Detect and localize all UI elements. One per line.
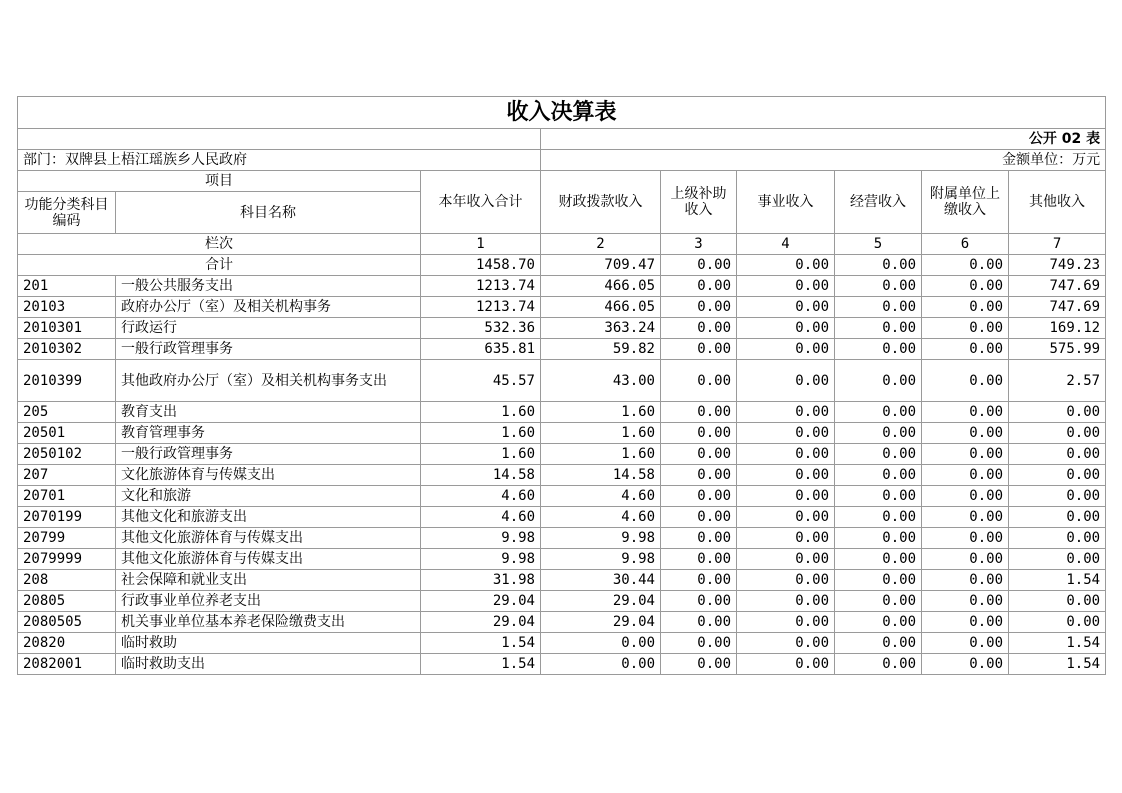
amount-cell: 0.00 [737, 570, 835, 591]
subject-name-cell: 文化和旅游 [116, 486, 421, 507]
column-index-number: 6 [922, 234, 1009, 255]
subject-name-cell: 临时救助支出 [116, 654, 421, 675]
subject-name-cell: 一般行政管理事务 [116, 444, 421, 465]
function-code-cell: 20501 [18, 423, 116, 444]
amount-cell: 0.00 [661, 339, 737, 360]
affiliated-unit-header: 附属单位上缴收入 [922, 171, 1009, 234]
table-row [18, 591, 1106, 612]
amount-cell: 0.00 [661, 549, 737, 570]
amount-cell: 0.00 [1009, 549, 1106, 570]
total-income-header: 本年收入合计 [421, 171, 541, 234]
amount-cell: 0.00 [835, 549, 922, 570]
function-code-cell: 201 [18, 276, 116, 297]
amount-cell: 0.00 [737, 360, 835, 402]
table-row [18, 507, 1106, 528]
amount-cell: 0.00 [922, 507, 1009, 528]
function-code-cell: 2082001 [18, 654, 116, 675]
subject-name-cell: 文化旅游体育与传媒支出 [116, 465, 421, 486]
subject-name-cell: 其他文化旅游体育与传媒支出 [116, 549, 421, 570]
amount-cell: 29.04 [541, 591, 661, 612]
function-code-cell: 205 [18, 402, 116, 423]
amount-cell: 0.00 [922, 486, 1009, 507]
amount-cell: 0.00 [1009, 591, 1106, 612]
amount-cell: 0.00 [922, 297, 1009, 318]
amount-cell: 0.00 [1009, 402, 1106, 423]
superior-subsidy-header: 上级补助收入 [661, 171, 737, 234]
unit-label: 金额单位：万元 [541, 150, 1106, 171]
amount-cell: 0.00 [922, 339, 1009, 360]
amount-cell: 0.00 [1009, 507, 1106, 528]
amount-cell: 0.00 [661, 654, 737, 675]
amount-cell: 0.00 [835, 360, 922, 402]
function-code-cell: 2010301 [18, 318, 116, 339]
amount-cell: 0.00 [737, 654, 835, 675]
amount-cell: 0.00 [922, 528, 1009, 549]
amount-cell: 9.98 [421, 549, 541, 570]
amount-cell: 0.00 [835, 612, 922, 633]
subject-name-header: 科目名称 [116, 192, 421, 234]
function-code-cell: 2050102 [18, 444, 116, 465]
amount-cell: 0.00 [737, 507, 835, 528]
amount-cell: 0.00 [835, 444, 922, 465]
subject-name-cell: 行政运行 [116, 318, 421, 339]
amount-cell: 0.00 [835, 486, 922, 507]
amount-cell: 1.60 [421, 444, 541, 465]
amount-cell: 0.00 [922, 360, 1009, 402]
amount-cell: 0.00 [835, 633, 922, 654]
total-value-cell: 0.00 [835, 255, 922, 276]
amount-cell: 0.00 [737, 528, 835, 549]
amount-cell: 9.98 [421, 528, 541, 549]
amount-cell: 0.00 [661, 297, 737, 318]
amount-cell: 0.00 [737, 423, 835, 444]
amount-cell: 31.98 [421, 570, 541, 591]
other-income-header: 其他收入 [1009, 171, 1106, 234]
amount-cell: 0.00 [922, 318, 1009, 339]
table-row [18, 549, 1106, 570]
amount-cell: 29.04 [541, 612, 661, 633]
table-row [18, 339, 1106, 360]
amount-cell: 1.54 [1009, 570, 1106, 591]
amount-cell: 0.00 [661, 402, 737, 423]
amount-cell: 0.00 [541, 654, 661, 675]
function-code-cell: 207 [18, 465, 116, 486]
amount-cell: 0.00 [737, 591, 835, 612]
subject-name-cell: 一般公共服务支出 [116, 276, 421, 297]
function-code-cell: 20103 [18, 297, 116, 318]
income-final-accounts-table [17, 96, 1106, 675]
column-index-number: 3 [661, 234, 737, 255]
total-value-cell: 1458.70 [421, 255, 541, 276]
amount-cell: 0.00 [661, 591, 737, 612]
amount-cell: 0.00 [835, 528, 922, 549]
amount-cell: 0.00 [922, 444, 1009, 465]
amount-cell: 0.00 [737, 276, 835, 297]
amount-cell: 0.00 [835, 570, 922, 591]
amount-cell: 0.00 [835, 465, 922, 486]
amount-cell: 0.00 [661, 360, 737, 402]
table-row [18, 423, 1106, 444]
subject-name-cell: 社会保障和就业支出 [116, 570, 421, 591]
amount-cell: 0.00 [922, 633, 1009, 654]
function-code-cell: 2080505 [18, 612, 116, 633]
function-code-cell: 2010399 [18, 360, 116, 402]
table-row [18, 276, 1106, 297]
function-code-cell: 2010302 [18, 339, 116, 360]
amount-cell: 1.54 [1009, 654, 1106, 675]
amount-cell: 0.00 [922, 549, 1009, 570]
total-value-cell: 0.00 [661, 255, 737, 276]
amount-cell: 0.00 [737, 633, 835, 654]
amount-cell: 4.60 [421, 486, 541, 507]
amount-cell: 0.00 [1009, 528, 1106, 549]
table-row [18, 528, 1106, 549]
table-row [18, 570, 1106, 591]
business-income-header: 事业收入 [737, 171, 835, 234]
amount-cell: 4.60 [541, 486, 661, 507]
amount-cell: 0.00 [922, 402, 1009, 423]
amount-cell: 0.00 [835, 318, 922, 339]
amount-cell: 9.98 [541, 528, 661, 549]
amount-cell: 1.54 [1009, 633, 1106, 654]
amount-cell: 0.00 [737, 486, 835, 507]
subject-name-cell: 机关事业单位基本养老保险缴费支出 [116, 612, 421, 633]
item-group-header: 项目 [18, 171, 421, 192]
column-index-number: 4 [737, 234, 835, 255]
amount-cell: 0.00 [835, 591, 922, 612]
amount-cell: 14.58 [541, 465, 661, 486]
amount-cell: 466.05 [541, 297, 661, 318]
amount-cell: 9.98 [541, 549, 661, 570]
amount-cell: 0.00 [737, 402, 835, 423]
amount-cell: 0.00 [922, 276, 1009, 297]
amount-cell: 0.00 [661, 507, 737, 528]
form-code: 公开 02 表 [541, 129, 1106, 150]
amount-cell: 0.00 [737, 297, 835, 318]
amount-cell: 4.60 [541, 507, 661, 528]
function-code-header: 功能分类科目编码 [18, 192, 116, 234]
function-code-cell: 20805 [18, 591, 116, 612]
amount-cell: 1.60 [541, 423, 661, 444]
amount-cell: 1.60 [421, 402, 541, 423]
amount-cell: 1.60 [421, 423, 541, 444]
table-row [18, 360, 1106, 402]
total-value-cell: 709.47 [541, 255, 661, 276]
subject-name-cell: 其他政府办公厅（室）及相关机构事务支出 [116, 360, 421, 402]
amount-cell: 0.00 [541, 633, 661, 654]
amount-cell: 0.00 [835, 654, 922, 675]
table-row [18, 633, 1106, 654]
amount-cell: 0.00 [661, 423, 737, 444]
amount-cell: 0.00 [835, 507, 922, 528]
function-code-cell: 20701 [18, 486, 116, 507]
column-index-number: 1 [421, 234, 541, 255]
amount-cell: 43.00 [541, 360, 661, 402]
column-index-number: 2 [541, 234, 661, 255]
amount-cell: 169.12 [1009, 318, 1106, 339]
amount-cell: 1.60 [541, 444, 661, 465]
amount-cell: 635.81 [421, 339, 541, 360]
finance-allocation-header: 财政拨款收入 [541, 171, 661, 234]
amount-cell: 1213.74 [421, 276, 541, 297]
function-code-cell: 2079999 [18, 549, 116, 570]
amount-cell: 1.54 [421, 654, 541, 675]
amount-cell: 0.00 [661, 318, 737, 339]
amount-cell: 0.00 [661, 633, 737, 654]
amount-cell: 747.69 [1009, 276, 1106, 297]
amount-cell: 0.00 [737, 612, 835, 633]
amount-cell: 0.00 [922, 591, 1009, 612]
amount-cell: 0.00 [661, 486, 737, 507]
total-value-cell: 0.00 [737, 255, 835, 276]
amount-cell: 0.00 [922, 612, 1009, 633]
operating-income-header: 经营收入 [835, 171, 922, 234]
amount-cell: 0.00 [737, 444, 835, 465]
subject-name-cell: 教育管理事务 [116, 423, 421, 444]
amount-cell: 0.00 [737, 465, 835, 486]
amount-cell: 4.60 [421, 507, 541, 528]
subject-name-cell: 政府办公厅（室）及相关机构事务 [116, 297, 421, 318]
amount-cell: 0.00 [737, 549, 835, 570]
amount-cell: 1.54 [421, 633, 541, 654]
amount-cell: 0.00 [835, 402, 922, 423]
amount-cell: 0.00 [835, 339, 922, 360]
amount-cell: 575.99 [1009, 339, 1106, 360]
subject-name-cell: 其他文化旅游体育与传媒支出 [116, 528, 421, 549]
table-title: 收入决算表 [18, 97, 1106, 129]
table-row [18, 444, 1106, 465]
amount-cell: 29.04 [421, 591, 541, 612]
amount-cell: 0.00 [922, 465, 1009, 486]
subject-name-cell: 行政事业单位养老支出 [116, 591, 421, 612]
total-value-cell: 0.00 [922, 255, 1009, 276]
amount-cell: 0.00 [922, 570, 1009, 591]
department-label: 部门：双牌县上梧江瑶族乡人民政府 [18, 150, 541, 171]
amount-cell: 0.00 [661, 276, 737, 297]
amount-cell: 532.36 [421, 318, 541, 339]
blank-cell [18, 129, 541, 150]
amount-cell: 0.00 [737, 318, 835, 339]
column-index-number: 5 [835, 234, 922, 255]
table-row [18, 654, 1106, 675]
amount-cell: 0.00 [835, 297, 922, 318]
amount-cell: 466.05 [541, 276, 661, 297]
subject-name-cell: 教育支出 [116, 402, 421, 423]
function-code-cell: 208 [18, 570, 116, 591]
subject-name-cell: 其他文化和旅游支出 [116, 507, 421, 528]
amount-cell: 0.00 [661, 570, 737, 591]
amount-cell: 0.00 [1009, 465, 1106, 486]
amount-cell: 0.00 [1009, 612, 1106, 633]
amount-cell: 29.04 [421, 612, 541, 633]
function-code-cell: 2070199 [18, 507, 116, 528]
table-row [18, 465, 1106, 486]
table-row [18, 318, 1106, 339]
table-row [18, 486, 1106, 507]
total-value-cell: 749.23 [1009, 255, 1106, 276]
table-row [18, 402, 1106, 423]
amount-cell: 1.60 [541, 402, 661, 423]
amount-cell: 0.00 [737, 339, 835, 360]
amount-cell: 0.00 [661, 465, 737, 486]
total-label: 合计 [18, 255, 421, 276]
function-code-cell: 20799 [18, 528, 116, 549]
amount-cell: 2.57 [1009, 360, 1106, 402]
amount-cell: 14.58 [421, 465, 541, 486]
amount-cell: 0.00 [661, 444, 737, 465]
column-index-label: 栏次 [18, 234, 421, 255]
amount-cell: 747.69 [1009, 297, 1106, 318]
subject-name-cell: 临时救助 [116, 633, 421, 654]
amount-cell: 0.00 [922, 423, 1009, 444]
amount-cell: 45.57 [421, 360, 541, 402]
amount-cell: 0.00 [922, 654, 1009, 675]
subject-name-cell: 一般行政管理事务 [116, 339, 421, 360]
amount-cell: 0.00 [661, 528, 737, 549]
amount-cell: 363.24 [541, 318, 661, 339]
table-row [18, 612, 1106, 633]
amount-cell: 1213.74 [421, 297, 541, 318]
amount-cell: 0.00 [835, 423, 922, 444]
function-code-cell: 20820 [18, 633, 116, 654]
amount-cell: 30.44 [541, 570, 661, 591]
amount-cell: 0.00 [835, 276, 922, 297]
amount-cell: 0.00 [1009, 444, 1106, 465]
column-index-number: 7 [1009, 234, 1106, 255]
amount-cell: 0.00 [1009, 423, 1106, 444]
table-row [18, 297, 1106, 318]
amount-cell: 0.00 [1009, 486, 1106, 507]
amount-cell: 0.00 [661, 612, 737, 633]
amount-cell: 59.82 [541, 339, 661, 360]
